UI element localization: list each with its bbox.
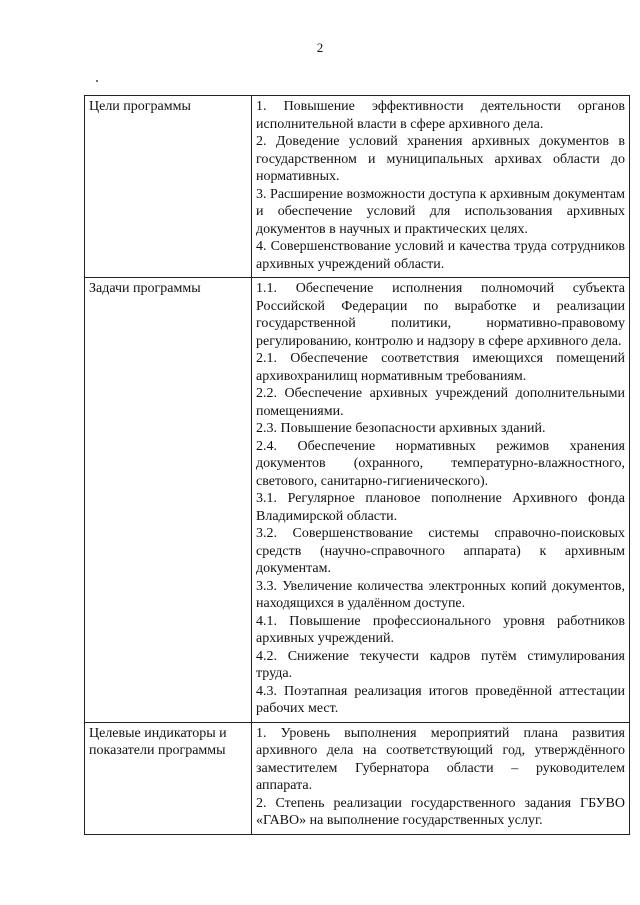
goal-item: 4. Совершенствование условий и качества труда сотрудников архивных учреждений области. (256, 239, 625, 272)
task-item: 4.1. Повышение профессионального уровня работников архивных учреждений. (256, 613, 625, 646)
task-item: 2.2. Обеспечение архивных учреждений дополнительными помещениями. (256, 386, 625, 419)
row-label-goals: Цели программы (85, 96, 252, 278)
row-label-tasks: Задачи программы (85, 278, 252, 723)
program-passport-table (84, 95, 630, 835)
row-content-indicators (252, 722, 630, 834)
task-item: 3.3. Увеличение количества электронных копий документов, находящихся в удалённом доступе. (256, 578, 625, 611)
goal-item: 3. Расширение возможности доступа к архивным документам и обеспечение условий для использования архивных документов в научных и практических целях. (256, 186, 625, 237)
task-item: 1.1. Обеспечение исполнения полномочий субъекта Российской Федерации по выработке и реализации государственной политики, нормативно-правовому регулированию, контролю и надзору в сфере архивного дела. (256, 281, 625, 349)
table-row-goals (85, 96, 630, 278)
page-number: 2 (316, 40, 324, 55)
task-item: 3.1. Регулярное плановое пополнение Архивного фонда Владимирской области. (256, 491, 625, 524)
task-item: 4.3. Поэтапная реализация итогов проведённой аттестации рабочих мест. (256, 683, 625, 716)
task-item: 3.2. Совершенствование системы справочно-поисковых средств (научно-справочного аппарата) к архивным документам. (256, 526, 625, 576)
scan-speck (96, 80, 98, 82)
goal-item: 2. Доведение условий хранения архивных документов в государственном и муниципальных архивах области до нормативных. (256, 134, 625, 184)
goal-item: 1. Повышение эффективности деятельности органов исполнительной власти в сфере архивного дела. (256, 99, 625, 132)
row-label-indicators: Целевые индикаторы и показатели программы (85, 722, 252, 834)
task-item: 2.3. Повышение безопасности архивных зданий. (256, 421, 546, 436)
task-item: 4.2. Снижение текучести кадров путём стимулирования труда. (256, 648, 625, 681)
task-item: 2.1. Обеспечение соответствия имеющихся помещений архивохранилищ нормативным требованиям. (256, 351, 625, 384)
indicator-item: 2. Степень реализации государственного задания ГБУВО «ГАВО» на выполнение государственных услуг. (256, 795, 625, 828)
task-item: 2.4. Обеспечение нормативных режимов хранения документов (охранного, температурно-влажностного, светового, санитарно-гигиенического). (256, 438, 625, 489)
indicator-item: 1. Уровень выполнения мероприятий плана развития архивного дела на соответствующий год, утверждённого заместителем Губернатора области – руководителем аппарата. (256, 725, 625, 793)
table-row-indicators (85, 722, 630, 834)
row-content-tasks (252, 278, 630, 723)
row-content-goals (252, 96, 630, 278)
table-row-tasks (85, 278, 630, 723)
